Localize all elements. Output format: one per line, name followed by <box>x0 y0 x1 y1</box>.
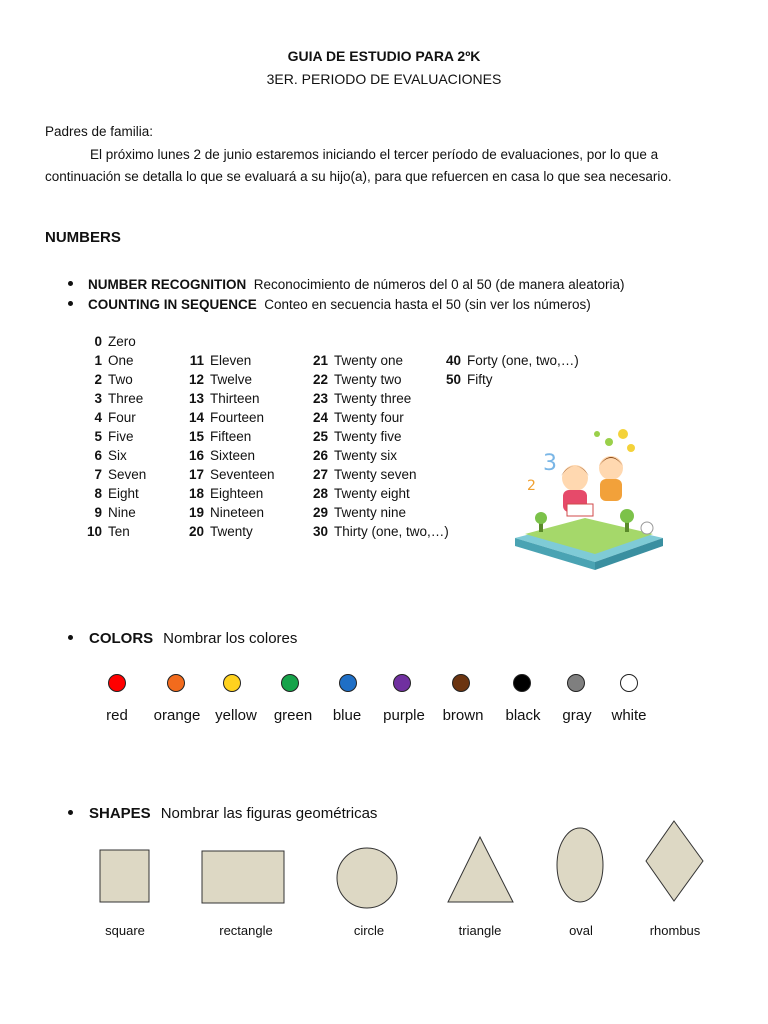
number-row <box>310 503 449 522</box>
bullet-dot <box>68 635 73 640</box>
number-digit: 18 <box>188 486 204 501</box>
svg-text:3: 3 <box>543 451 557 476</box>
color-label-red: red <box>106 707 128 724</box>
number-digit: 9 <box>94 505 102 520</box>
number-word: Twenty four <box>334 410 404 425</box>
circle-icon <box>337 848 397 908</box>
number-digit: 19 <box>188 505 204 520</box>
number-row <box>86 427 146 446</box>
number-word: Fourteen <box>210 410 265 425</box>
number-word: Thirty (one, two,…) <box>334 524 449 539</box>
number-word: Two <box>108 372 133 387</box>
number-row <box>186 503 275 522</box>
number-row <box>86 332 146 351</box>
number-word: Sixteen <box>210 448 256 463</box>
number-row <box>310 389 449 408</box>
number-word: Fifteen <box>210 429 252 444</box>
bullet-counting-sequence <box>68 297 591 312</box>
number-word: Five <box>108 429 134 444</box>
color-label-blue: blue <box>332 707 362 724</box>
number-digit: 15 <box>188 429 204 444</box>
shape-label-rectangle: rectangle <box>219 923 273 938</box>
color-label-yellow: yellow <box>215 707 257 724</box>
bullet-dot <box>68 281 73 286</box>
greeting: Padres de familia: <box>45 124 154 139</box>
colors-section <box>68 630 297 647</box>
number-word: Eight <box>108 486 139 501</box>
bullet-dot <box>68 810 73 815</box>
number-digit: 8 <box>94 486 102 501</box>
number-row <box>86 465 146 484</box>
number-digit: 22 <box>312 372 328 387</box>
number-digit: 3 <box>94 391 102 406</box>
number-column-3 <box>310 351 449 541</box>
shape-label-square: square <box>105 923 145 938</box>
number-digit: 21 <box>312 353 328 368</box>
color-swatch-purple <box>393 674 411 692</box>
number-word: Twenty six <box>334 448 398 463</box>
intro-line-2: continuación se detalla lo que se evaluará a su hijo(a), para que refuercen en casa lo que sea necesario. <box>45 169 672 184</box>
color-swatch-orange <box>167 674 185 692</box>
color-label-gray: gray <box>562 707 592 724</box>
number-digit: 23 <box>312 391 328 406</box>
number-digit: 50 <box>445 372 461 387</box>
colors-label: COLORS <box>89 630 154 647</box>
oval-icon <box>557 828 603 902</box>
bullet-text: Reconocimiento de números del 0 al 50 (de manera aleatoria) <box>253 277 625 292</box>
shapes-instruction: Nombrar las figuras geométricas <box>160 805 378 822</box>
number-word: Twenty nine <box>334 505 407 520</box>
number-digit: 14 <box>188 410 204 425</box>
color-swatch-gray <box>567 674 585 692</box>
number-digit: 17 <box>188 467 204 482</box>
number-row <box>310 522 449 541</box>
number-word: Twenty eight <box>334 486 410 501</box>
number-digit: 0 <box>94 334 102 349</box>
number-row <box>186 427 275 446</box>
color-label-brown: brown <box>442 707 484 724</box>
number-row <box>86 408 146 427</box>
number-row <box>310 465 449 484</box>
number-word: Three <box>108 391 144 406</box>
number-digit: 40 <box>445 353 461 368</box>
number-row <box>310 427 449 446</box>
kids-book-illustration <box>505 420 670 580</box>
number-row <box>443 351 579 370</box>
number-word: Twenty two <box>334 372 402 387</box>
shapes-label: SHAPES <box>89 805 151 822</box>
number-row <box>86 351 146 370</box>
number-word: Seventeen <box>210 467 275 482</box>
number-row <box>310 408 449 427</box>
square-icon <box>100 850 149 902</box>
number-word: Forty (one, two,…) <box>467 353 579 368</box>
number-digit: 29 <box>312 505 328 520</box>
number-word: Twelve <box>210 372 253 387</box>
intro-line-1: El próximo lunes 2 de junio estaremos iniciando el tercer período de evaluaciones, por lo que a <box>90 147 659 162</box>
number-digit: 26 <box>312 448 328 463</box>
shapes-drawing <box>0 815 768 915</box>
number-row <box>186 522 275 541</box>
number-column-2 <box>186 351 275 541</box>
number-row <box>86 389 146 408</box>
number-digit: 25 <box>312 429 328 444</box>
number-row <box>86 370 146 389</box>
number-word: Zero <box>108 334 136 349</box>
color-swatch-black <box>513 674 531 692</box>
color-swatch-yellow <box>223 674 241 692</box>
number-row <box>86 503 146 522</box>
bullet-number-recognition <box>68 277 624 292</box>
number-word: Nineteen <box>210 505 265 520</box>
color-label-white: white <box>611 707 647 724</box>
number-row <box>310 446 449 465</box>
number-digit: 13 <box>188 391 204 406</box>
number-word: Six <box>108 448 127 463</box>
color-label-orange: orange <box>153 707 201 724</box>
number-word: Fifty <box>467 372 493 387</box>
number-row <box>310 351 449 370</box>
number-row <box>310 370 449 389</box>
number-word: Twenty <box>210 524 253 539</box>
color-label-black: black <box>505 707 541 724</box>
bullet-label: NUMBER RECOGNITION <box>88 277 247 292</box>
shape-label-circle: circle <box>353 923 385 938</box>
number-digit: 28 <box>312 486 328 501</box>
number-row <box>186 484 275 503</box>
number-row <box>186 408 275 427</box>
number-row <box>443 370 579 389</box>
number-digit: 7 <box>94 467 102 482</box>
color-label-purple: purple <box>383 707 425 724</box>
color-label-green: green <box>273 707 313 724</box>
color-swatch-green <box>281 674 299 692</box>
number-word: Eleven <box>210 353 252 368</box>
shape-label-oval: oval <box>569 923 593 938</box>
color-swatch-blue <box>339 674 357 692</box>
number-word: Four <box>108 410 136 425</box>
color-swatch-red <box>108 674 126 692</box>
number-digit: 5 <box>94 429 102 444</box>
bullet-dot <box>68 301 73 306</box>
number-word: Seven <box>108 467 147 482</box>
number-word: One <box>108 353 134 368</box>
rhombus-icon <box>646 821 703 901</box>
number-row <box>186 351 275 370</box>
number-digit: 11 <box>189 353 204 368</box>
number-digit: 4 <box>94 410 102 425</box>
number-row <box>186 389 275 408</box>
number-row <box>86 522 146 541</box>
page-subtitle: 3ER. PERIODO DE EVALUACIONES <box>266 71 502 87</box>
numbers-heading: NUMBERS <box>45 229 121 246</box>
number-digit: 30 <box>312 524 328 539</box>
number-row <box>186 446 275 465</box>
shape-label-rhombus: rhombus <box>649 923 701 938</box>
number-row <box>86 446 146 465</box>
number-word: Twenty one <box>334 353 404 368</box>
svg-text:2: 2 <box>527 478 536 494</box>
number-digit: 27 <box>312 467 328 482</box>
number-word: Nine <box>108 505 136 520</box>
triangle-icon <box>448 837 513 902</box>
kids-book-icon <box>505 420 670 580</box>
shape-label-triangle: triangle <box>458 923 502 938</box>
number-row <box>186 465 275 484</box>
colors-instruction: Nombrar los colores <box>163 630 298 647</box>
number-digit: 12 <box>188 372 204 387</box>
number-column-4 <box>443 351 579 389</box>
rectangle-icon <box>202 851 284 903</box>
number-row <box>186 370 275 389</box>
number-digit: 20 <box>188 524 204 539</box>
bullet-text: Conteo en secuencia hasta el 50 (sin ver los números) <box>264 297 591 312</box>
number-digit: 24 <box>312 410 328 425</box>
number-row <box>86 484 146 503</box>
number-word: Twenty three <box>334 391 412 406</box>
number-digit: 2 <box>94 372 102 387</box>
number-column-1 <box>86 332 146 541</box>
color-swatch-brown <box>452 674 470 692</box>
number-word: Twenty five <box>334 429 402 444</box>
number-digit: 1 <box>94 353 102 368</box>
number-digit: 16 <box>188 448 204 463</box>
number-word: Thirteen <box>210 391 260 406</box>
number-digit: 10 <box>86 524 102 539</box>
number-word: Eighteen <box>210 486 264 501</box>
number-word: Ten <box>108 524 130 539</box>
number-digit: 6 <box>94 448 102 463</box>
page-title: GUIA DE ESTUDIO PARA 2ºK <box>287 48 481 64</box>
number-row <box>310 484 449 503</box>
bullet-label: COUNTING IN SEQUENCE <box>88 297 257 312</box>
number-word: Twenty seven <box>334 467 417 482</box>
color-swatch-white <box>620 674 638 692</box>
